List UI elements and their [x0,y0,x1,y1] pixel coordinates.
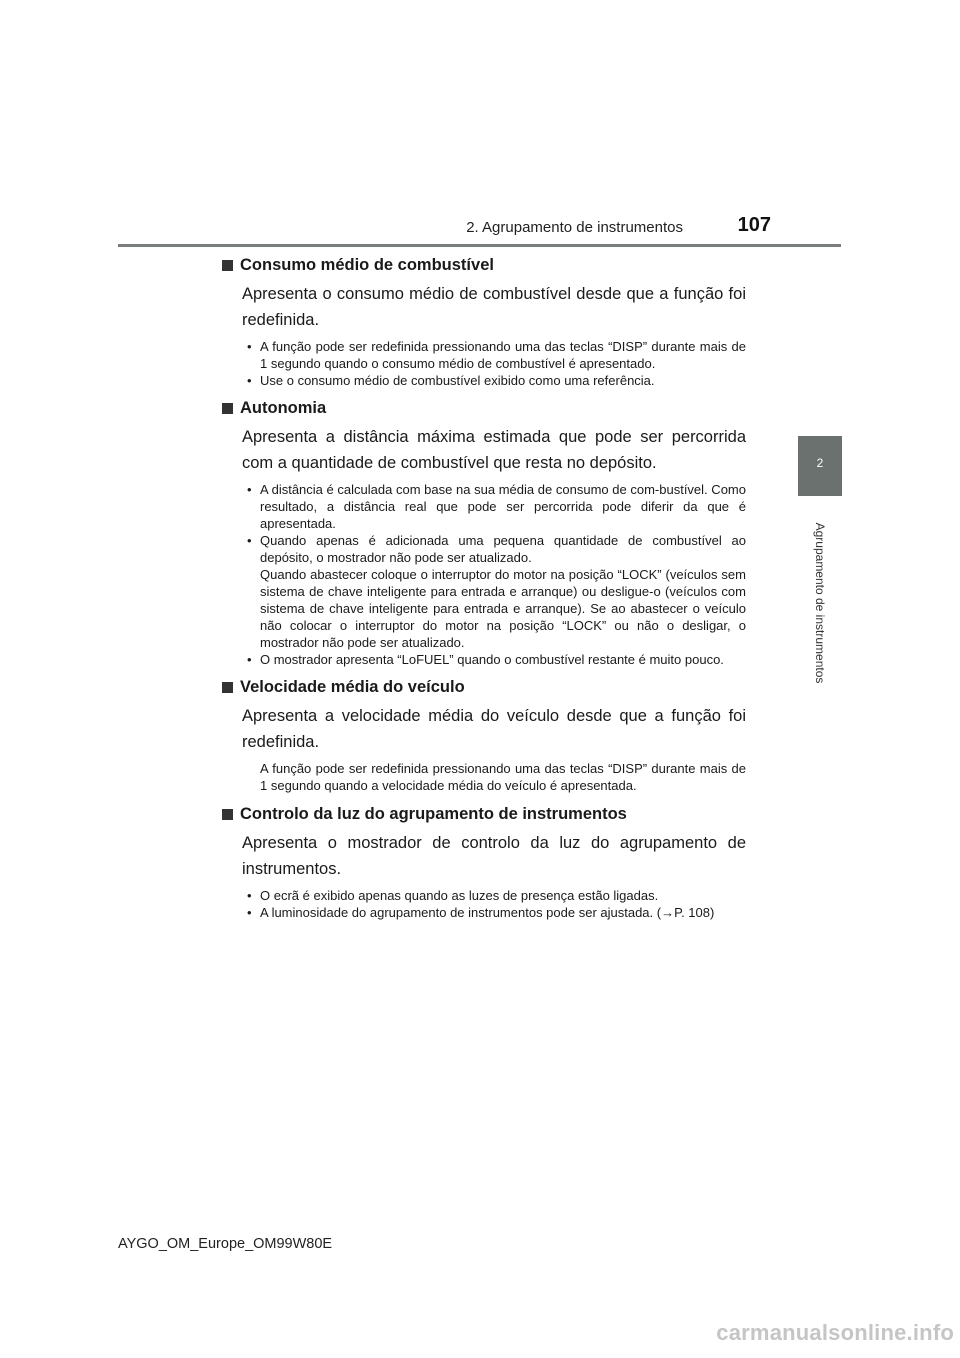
square-bullet-icon [222,403,233,414]
side-tab-label: Agrupamento de instrumentos [813,522,827,684]
section-heading-text: Velocidade média do veículo [240,677,465,696]
bullet-item: • A luminosidade do agrupamento de instrumentos pode ser ajustada. (→P. 108) [242,904,746,921]
footer-doc-id: AYGO_OM_Europe_OM99W80E [118,1236,333,1252]
section-heading [222,252,746,278]
section-autonomia [222,395,746,668]
section-heading-text: Controlo da luz do agrupamento de instrumentos [240,804,627,823]
bullet-list [242,887,746,921]
bullet-item: • A função pode ser redefinida pressionando uma das teclas “DISP” durante mais de 1 segundo quando o consumo médio de combustível é apresentado. [242,338,746,372]
section-lead: Apresenta a distância máxima estimada que pode ser percorrida com a quantidade de combustível que resta no depósito. [242,428,746,472]
square-bullet-icon [222,260,233,271]
section-lead: Apresenta o mostrador de controlo da luz do agrupamento de instrumentos. [242,834,746,878]
bullet-item: • O mostrador apresenta “LoFUEL” quando o combustível restante é muito pouco. [242,651,746,668]
bullet-item: • Use o consumo médio de combustível exibido como uma referência. [242,372,746,389]
section-lead: Apresenta a velocidade média do veículo desde que a função foi redefinida. [242,707,746,751]
section-note: A função pode ser redefinida pressionando uma das teclas “DISP” durante mais de 1 segundo quando a velocidade média do veículo é apresentada. [260,761,746,793]
side-tab-label-block [798,496,842,710]
section-heading-text: Autonomia [240,398,327,417]
bullet-list [242,481,746,668]
watermark: carmanualsonline.info [716,1320,954,1345]
side-tab-number-block [798,436,842,496]
header-page-number: 107 [737,214,771,236]
main-content [222,252,746,927]
section-controlo-luz [222,801,746,921]
section-heading [222,801,746,827]
bullet-item-text: Quando apenas é adicionada uma pequena quantidade de combustível ao depósito, o mostrador não pode ser atualizado. [260,533,746,565]
section-heading [222,674,746,700]
section-heading [222,395,746,421]
section-lead: Apresenta o consumo médio de combustível desde que a função foi redefinida. [242,285,746,329]
section-consumo-medio [222,252,746,389]
header-chapter-title: 2. Agrupamento de instrumentos [466,219,683,236]
square-bullet-icon [222,682,233,693]
side-tab-number: 2 [816,456,824,470]
bullet-item: • O ecrã é exibido apenas quando as luzes de presença estão ligadas. [242,887,746,904]
section-velocidade-media [222,674,746,794]
bullet-item [242,532,746,651]
bullet-list [242,338,746,389]
bullet-item-continuation: Quando abastecer coloque o interruptor do motor na posição “LOCK” (veículos sem sistema de chave inteligente para entrada e arranque) ou desligue-o (veículos com sistema de chave inteligente para entrada e arranque). Se ao abastecer o veículo não colocar o interruptor do motor na posição “LOCK” ou não o desligar, o mostrador não pode ser atualizado. [260,567,746,650]
header-rule [118,244,841,247]
bullet-item: • A distância é calculada com base na sua média de consumo de com-bustível. Como resultado, a distância real que pode ser percorrida pode diferir da que é apresentada. [242,481,746,532]
square-bullet-icon [222,809,233,820]
section-heading-text: Consumo médio de combustível [240,255,494,274]
